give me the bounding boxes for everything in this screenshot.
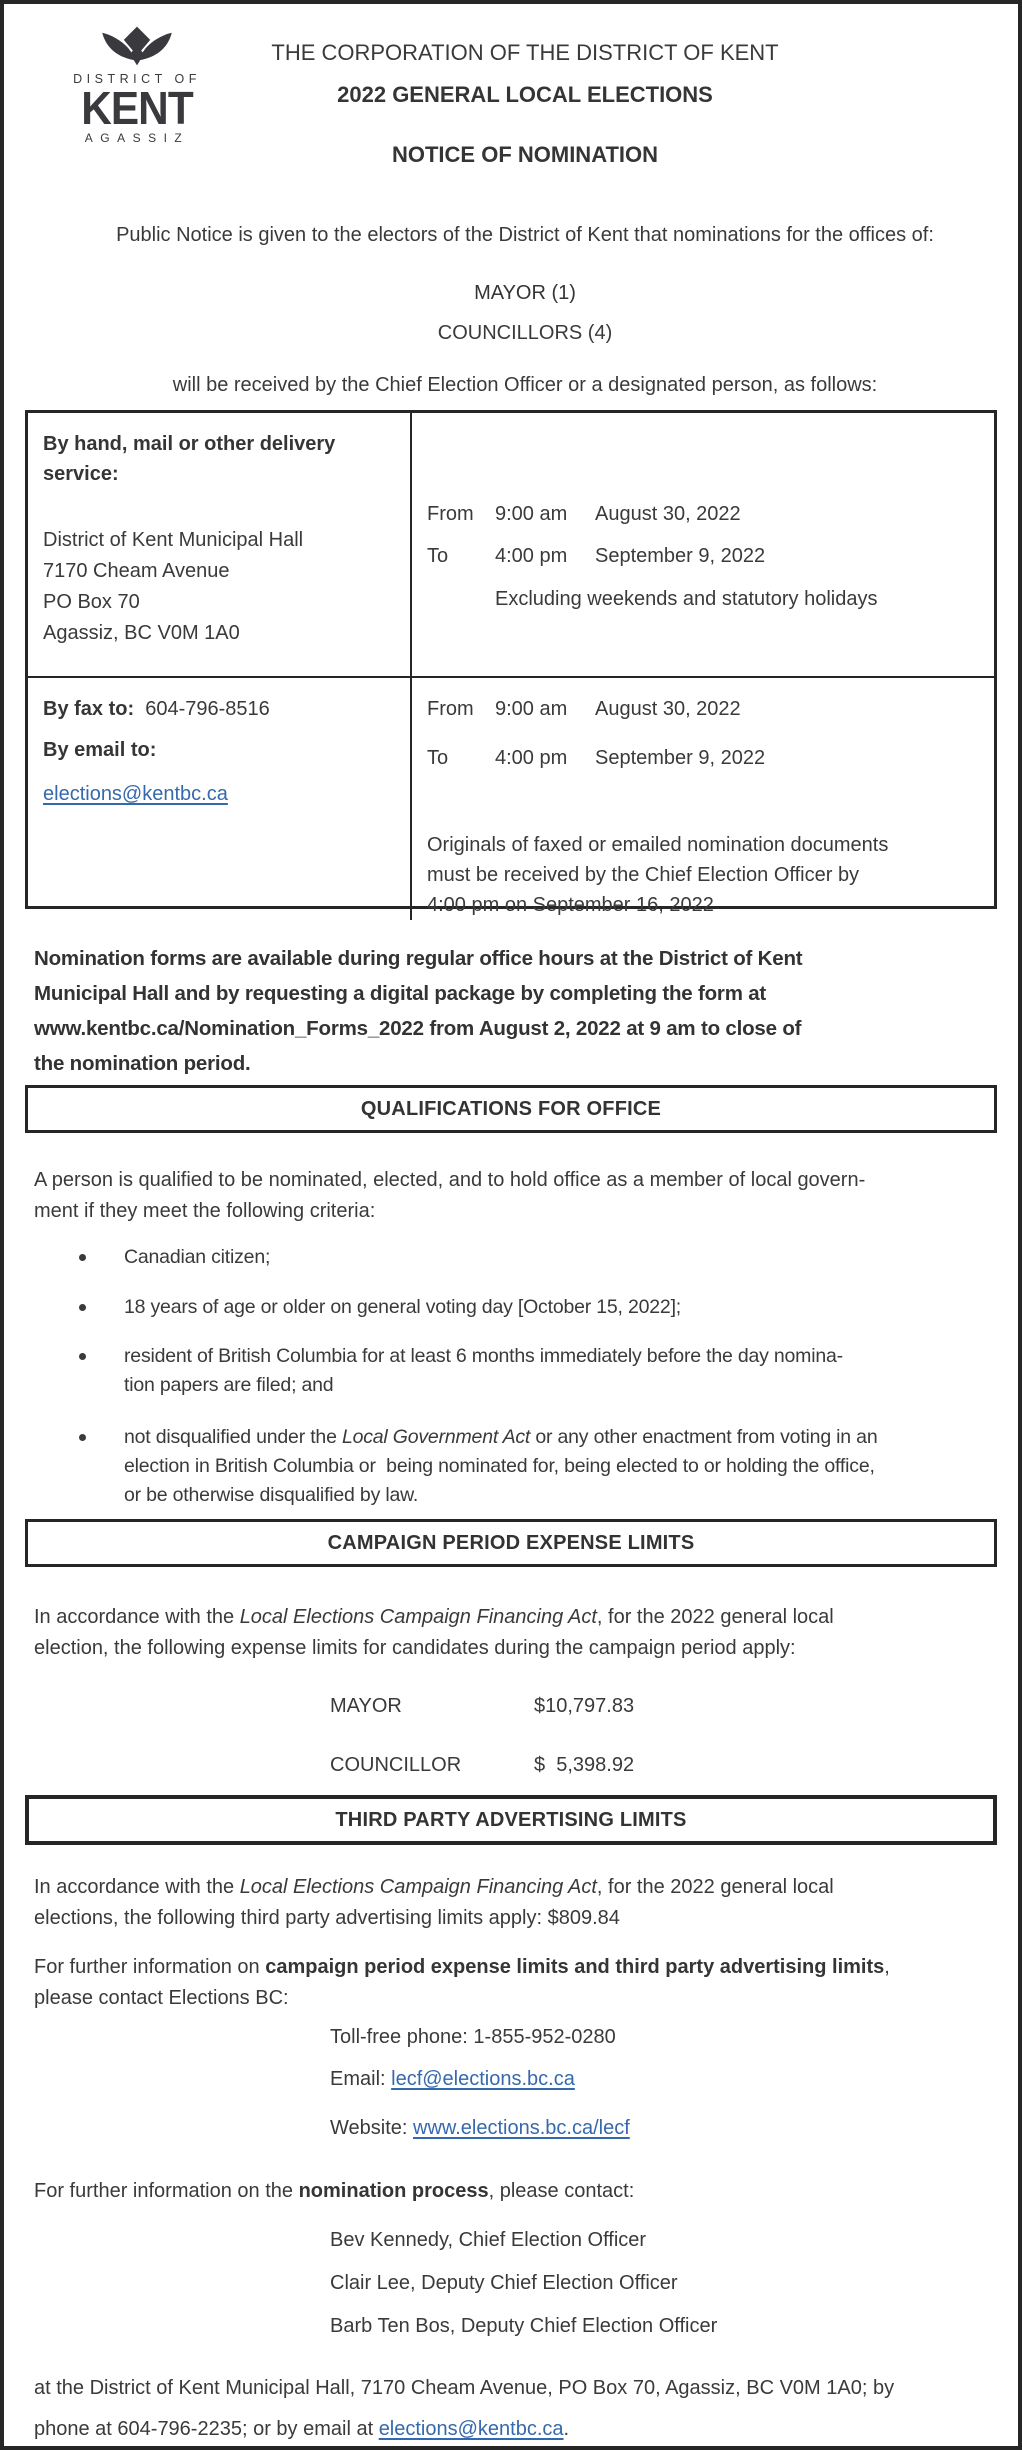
to-date: September 9, 2022 xyxy=(595,545,766,567)
text-segment: , xyxy=(884,1956,890,1978)
text-segment: , for the 2022 general local xyxy=(596,1876,834,1898)
election-title: 2022 GENERAL LOCAL ELECTIONS xyxy=(337,82,713,107)
criteria-text: Canadian citizen; xyxy=(124,1246,271,1268)
campaign-limits-heading: CAMPAIGN PERIOD EXPENSE LIMITS xyxy=(327,1532,695,1554)
table-row-delivery xyxy=(28,413,994,678)
criteria-bullet-age xyxy=(79,1293,1002,1322)
office-councillors-line: COUNCILLORS (4) xyxy=(437,322,613,344)
mayor-limit-amount: $10,797.83 xyxy=(534,1695,635,1717)
councillor-limit-amount: $ 5,398.92 xyxy=(534,1754,635,1776)
third-party-paragraph xyxy=(34,1872,998,1934)
nomination-schedule-table xyxy=(25,410,997,916)
campaign-limits-paragraph xyxy=(34,1602,998,1664)
website-label: Website: xyxy=(330,2117,413,2139)
email-to-label: By email to: xyxy=(43,739,157,761)
fax-email-schedule-cell xyxy=(412,678,994,920)
criteria-line xyxy=(124,1423,877,1452)
text-segment: , please contact: xyxy=(488,2180,635,2202)
mayor-limit-label: MAYOR xyxy=(330,1695,402,1717)
third-party-heading: THIRD PARTY ADVERTISING LIMITS xyxy=(335,1809,687,1831)
from-time: 9:00 am xyxy=(495,698,568,720)
campaign-limits-heading-box xyxy=(25,1519,997,1567)
schedule-to-row xyxy=(427,743,984,773)
criteria-text xyxy=(124,1423,877,1510)
qualified-person-line: A person is qualified to be nominated, elected, and to hold office as a member of local govern- xyxy=(34,1169,866,1191)
elections-bc-email-line xyxy=(330,2064,1018,2095)
nomination-forms-line: Municipal Hall and by requesting a digital package by completing the form at xyxy=(34,982,767,1005)
bold-limits-segment: campaign period expense limits and third party advertising limits xyxy=(265,1956,885,1978)
schedule-from-row xyxy=(427,499,984,529)
fax-email-method-cell xyxy=(28,678,412,920)
elections-bc-paragraph xyxy=(34,1952,998,2014)
text-segment: phone at 604-796-2235; or by email at xyxy=(34,2418,379,2440)
bold-nomination-process-segment: nomination process xyxy=(298,2180,489,2202)
public-notice-line: Public Notice is given to the electors of the District of Kent that nominations for the offices of: xyxy=(116,224,934,246)
text-segment: For further information on the xyxy=(34,2180,299,2202)
received-by-line: will be received by the Chief Election Officer or a designated person, as follows: xyxy=(172,374,878,396)
originals-note xyxy=(427,830,984,920)
criteria-segment: not disqualified under the xyxy=(124,1426,342,1448)
logo-kent-text: KENT xyxy=(81,82,193,134)
elections-bc-website-line xyxy=(330,2113,1018,2144)
to-time: 4:00 pm xyxy=(495,545,568,567)
logo-district-of-text: DISTRICT OF xyxy=(73,72,201,86)
text-segment: For further information on xyxy=(34,1956,266,1978)
nomination-forms-line: Nomination forms are available during regular office hours at the District of Kent xyxy=(34,947,803,970)
notice-title: NOTICE OF NOMINATION xyxy=(391,142,659,167)
address-line: PO Box 70 xyxy=(43,591,140,613)
originals-note-line: must be received by the Chief Election Officer by xyxy=(427,864,860,886)
email-link-line xyxy=(43,779,400,809)
to-label: To xyxy=(427,545,449,567)
schedule-to-row xyxy=(427,541,984,571)
elections-bc-line xyxy=(34,1952,998,1983)
from-date: August 30, 2022 xyxy=(595,503,741,525)
officer-bev-kennedy: Bev Kennedy, Chief Election Officer xyxy=(330,2229,647,2251)
qualifications-heading-box xyxy=(25,1085,997,1133)
delivery-method-label-line1: By hand, mail or other delivery xyxy=(43,433,336,455)
qualified-person-line: ment if they meet the following criteria: xyxy=(34,1200,376,1222)
mayor-limit-row xyxy=(330,1691,1018,1722)
table-row-fax-email xyxy=(28,678,994,916)
bullet-dot-icon xyxy=(79,1434,86,1441)
councillor-limit-row xyxy=(330,1750,1018,1781)
kent-leaf-logo-icon xyxy=(93,26,181,66)
address-line: Agassiz, BC V0M 1A0 xyxy=(43,622,240,644)
elections-bc-line: please contact Elections BC: xyxy=(34,1987,289,2009)
criteria-segment: or any other enactment from voting in an xyxy=(530,1426,878,1448)
text-segment: In accordance with the xyxy=(34,1606,240,1628)
third-party-line xyxy=(34,1872,998,1903)
logo-agassiz-text: AGASSIZ xyxy=(84,131,190,145)
local-government-act-italic: Local Government Act xyxy=(341,1426,531,1448)
criteria-line: resident of British Columbia for at least 6 months immediately before the day nomina- xyxy=(124,1345,843,1367)
campaign-limits-line xyxy=(34,1602,998,1633)
criteria-line: election in British Columbia or being nominated for, being elected to or holding the office, xyxy=(124,1455,875,1477)
toll-free-phone-line: Toll-free phone: 1-855-952-0280 xyxy=(330,2026,616,2048)
email-label: Email: xyxy=(330,2068,392,2090)
elections-bc-website-link[interactable]: www.elections.bc.ca/lecf xyxy=(413,2117,630,2139)
lecfa-act-italic: Local Elections Campaign Financing Act xyxy=(239,1606,597,1628)
excluding-note: Excluding weekends and statutory holidays xyxy=(495,588,878,610)
office-mayor-line: MAYOR (1) xyxy=(474,282,576,304)
to-date: September 9, 2022 xyxy=(595,747,766,769)
criteria-bullet-citizen xyxy=(79,1243,1002,1272)
fax-number: 604-796-8516 xyxy=(145,698,270,720)
fax-line xyxy=(43,694,400,724)
footer-elections-kentbc-email-link[interactable]: elections@kentbc.ca xyxy=(378,2418,564,2440)
councillor-limit-label: COUNCILLOR xyxy=(330,1754,462,1776)
nomination-forms-paragraph xyxy=(34,941,998,1081)
criteria-bullet-disqualified xyxy=(79,1423,1002,1510)
third-party-line: elections, the following third party advertising limits apply: $809.84 xyxy=(34,1907,620,1929)
text-segment: , for the 2022 general local xyxy=(596,1606,834,1628)
qualified-person-paragraph xyxy=(34,1165,998,1227)
delivery-method-label-line2: service: xyxy=(43,463,119,485)
from-label: From xyxy=(427,698,474,720)
address-line: District of Kent Municipal Hall xyxy=(43,529,304,551)
from-label: From xyxy=(427,503,474,525)
lecf-email-link[interactable]: lecf@elections.bc.ca xyxy=(391,2068,575,2090)
text-segment: . xyxy=(563,2418,570,2440)
to-time: 4:00 pm xyxy=(495,747,568,769)
fax-label: By fax to: xyxy=(43,698,135,720)
delivery-method-cell xyxy=(28,413,412,676)
from-time: 9:00 am xyxy=(495,503,568,525)
qualifications-heading: QUALIFICATIONS FOR OFFICE xyxy=(360,1098,662,1120)
criteria-text xyxy=(124,1342,843,1400)
officer-barb-ten-bos: Barb Ten Bos, Deputy Chief Election Officer xyxy=(330,2315,718,2337)
lecfa-act-italic: Local Elections Campaign Financing Act xyxy=(239,1876,597,1898)
officer-clair-lee: Clair Lee, Deputy Chief Election Officer xyxy=(330,2272,678,2294)
district-of-kent-logo xyxy=(66,26,208,145)
document-header xyxy=(4,4,1018,176)
delivery-schedule-cell xyxy=(412,413,994,676)
address-line: 7170 Cheam Avenue xyxy=(43,560,230,582)
elections-kentbc-email-link[interactable]: elections@kentbc.ca xyxy=(43,783,228,805)
originals-note-line: Originals of faxed or emailed nomination documents xyxy=(427,834,889,856)
criteria-bullet-resident xyxy=(79,1342,1002,1400)
bullet-dot-icon xyxy=(79,1353,86,1360)
campaign-limits-line: election, the following expense limits for candidates during the campaign period apply: xyxy=(34,1637,796,1659)
criteria-line: tion papers are filed; and xyxy=(124,1374,334,1396)
criteria-line: or be otherwise disqualified by law. xyxy=(124,1484,419,1506)
criteria-text: 18 years of age or older on general voting day [October 15, 2022]; xyxy=(124,1296,682,1318)
footer-address-line: at the District of Kent Municipal Hall, 7170 Cheam Avenue, PO Box 70, Agassiz, BC V0M 1A0; by xyxy=(34,2377,895,2399)
third-party-heading-box xyxy=(25,1795,997,1845)
corporation-title: THE CORPORATION OF THE DISTRICT OF KENT xyxy=(271,40,779,65)
footer-contact-line xyxy=(34,2414,1018,2445)
from-date: August 30, 2022 xyxy=(595,698,741,720)
text-segment: In accordance with the xyxy=(34,1876,240,1898)
to-label: To xyxy=(427,747,449,769)
nomination-process-paragraph xyxy=(34,2176,998,2207)
bullet-dot-icon xyxy=(79,1304,86,1311)
nomination-forms-line: the nomination period. xyxy=(34,1052,251,1075)
bullet-dot-icon xyxy=(79,1254,86,1261)
originals-note-line: 4:00 pm on September 16, 2022 xyxy=(427,894,714,916)
nomination-forms-line: www.kentbc.ca/Nomination_Forms_2022 from August 2, 2022 at 9 am to close of xyxy=(34,1017,802,1040)
schedule-from-row xyxy=(427,694,984,724)
